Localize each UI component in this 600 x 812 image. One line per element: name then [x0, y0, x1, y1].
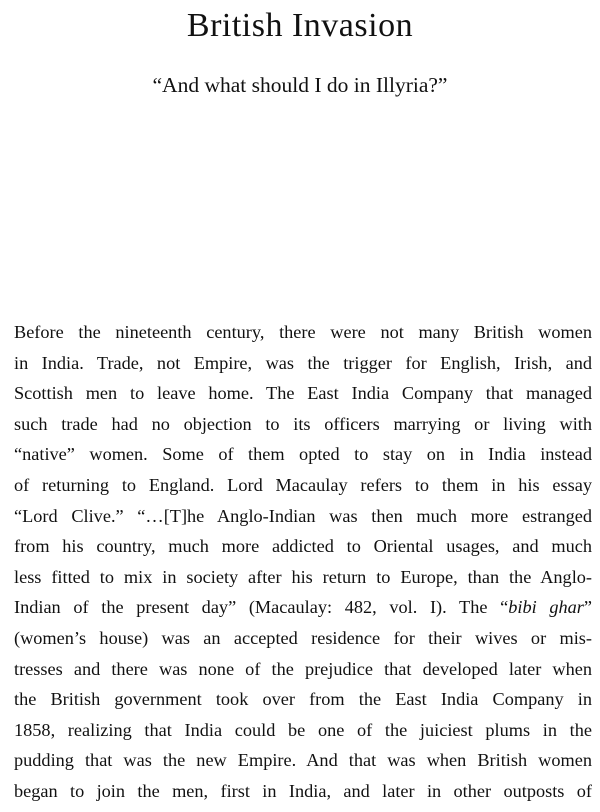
text-line [14, 348, 592, 379]
text-line [14, 317, 592, 348]
text-segment: pudding that was the new Empire. And that was when British women [14, 750, 592, 771]
text-segment: of returning to England. Lord Macaulay refers to them in his essay [14, 474, 592, 495]
italic-term: bibi ghar [508, 597, 584, 618]
text-segment: Scottish men to leave home. The East India Company that managed [14, 383, 592, 404]
chapter-title: British Invasion [186, 7, 414, 44]
text-line [14, 654, 592, 685]
text-segment: Indian of the present day” (Macaulay: 482, vol. I). The “ [14, 597, 509, 618]
text-line [14, 531, 592, 562]
text-line [14, 470, 592, 501]
text-line [14, 745, 592, 776]
text-segment: less fitted to mix in society after his return to Europe, than the Anglo- [14, 566, 592, 587]
text-segment: Before the nineteenth century, there were not many British women [14, 322, 592, 342]
text-segment: tresses and there was none of the prejudice that developed later when [14, 658, 592, 679]
text-segment: such trade had no objection to its officers marrying or living with [14, 413, 592, 434]
text-line [14, 562, 592, 593]
text-line [14, 592, 592, 623]
text-segment: from his country, much more addicted to Oriental usages, and much [14, 536, 592, 557]
text-segment: “Lord Clive.” “…[T]he Anglo-Indian was then much more estranged [14, 505, 592, 526]
text-segment: the British government took over from the East India Company in [14, 689, 592, 710]
text-line [14, 623, 592, 654]
text-line [14, 776, 592, 807]
text-line [14, 409, 592, 440]
chapter-epigraph: “And what should I do in Illyria?” [152, 73, 448, 97]
text-line [14, 501, 592, 532]
text-line [14, 684, 592, 715]
text-segment: (women’s house) was an accepted residence for their wives or mis- [14, 627, 592, 648]
text-segment: ” [583, 597, 592, 618]
text-line [14, 715, 592, 746]
text-segment: “native” women. Some of them opted to stay on in India instead [14, 444, 592, 465]
text-line [14, 439, 592, 470]
text-segment: 1858, realizing that India could be one of the juiciest plums in the [14, 719, 592, 740]
text-segment: in India. Trade, not Empire, was the trigger for English, Irish, and [14, 352, 592, 373]
body-paragraph [14, 317, 592, 807]
text-segment: began to join the men, first in India, and later in other outposts of [14, 780, 592, 801]
text-line [14, 378, 592, 409]
